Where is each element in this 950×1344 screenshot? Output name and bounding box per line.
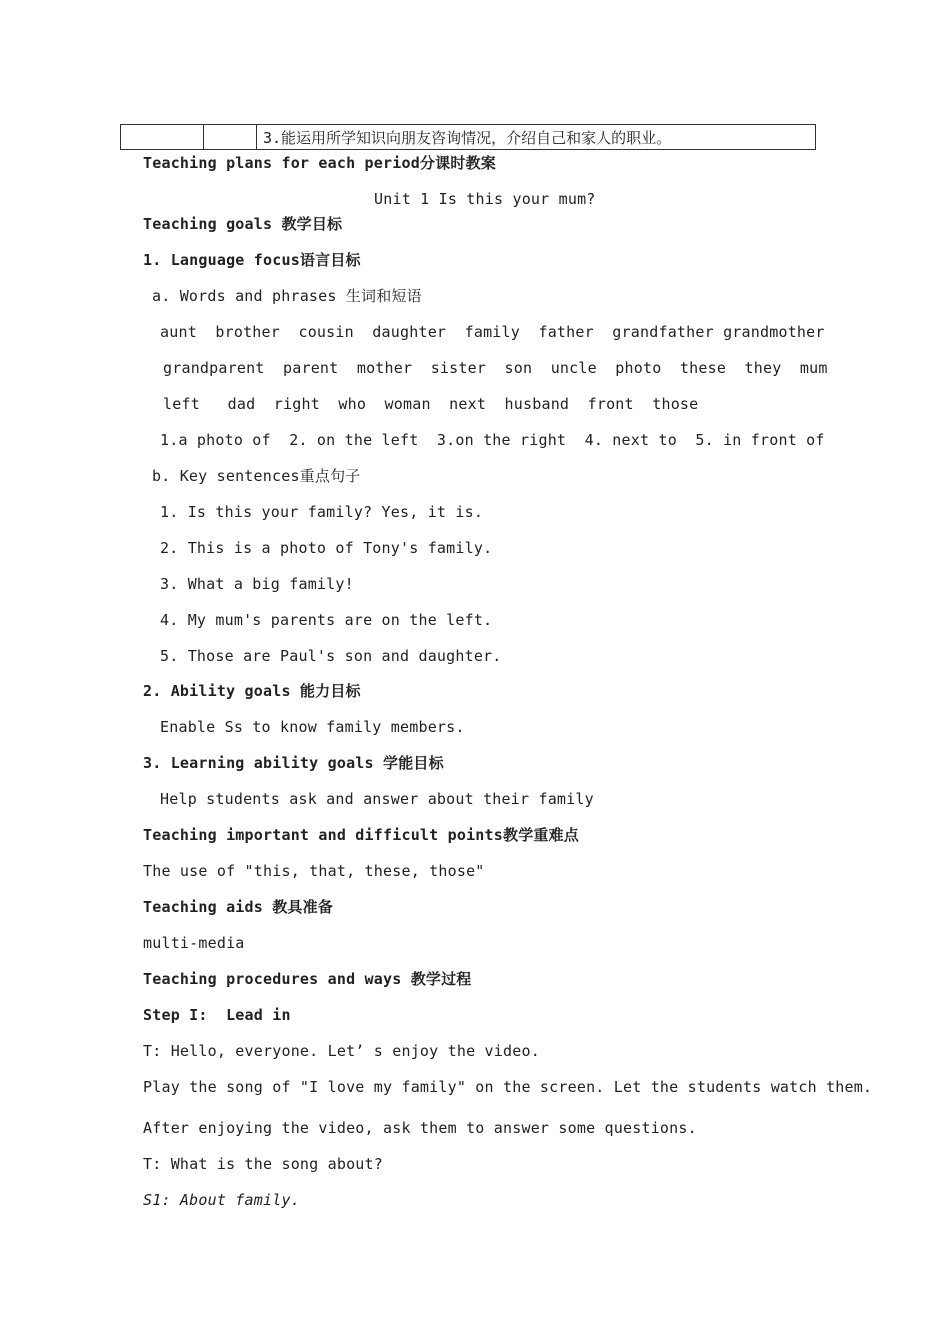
dialogue-line: T: What is the song about? <box>143 1155 383 1173</box>
ability-text: Enable Ss to know family members. <box>160 718 465 736</box>
sentence: 2. This is a photo of Tony's family. <box>160 539 493 557</box>
phrases-line: 1.a photo of 2. on the left 3.on the right 4. next to 5. in front of <box>160 431 825 449</box>
ability-heading: 2. Ability goals 能力目标 <box>143 682 361 700</box>
dialogue-line: T: Hello, everyone. Let’ s enjoy the video. <box>143 1042 540 1060</box>
aids-text: multi-media <box>143 934 245 952</box>
words-line: grandparent parent mother sister son uncle photo these they mum <box>163 359 828 377</box>
table-cell: 3.能运用所学知识向朋友咨询情况，介绍自己和家人的职业。 <box>257 125 816 150</box>
table-cell <box>121 125 204 150</box>
unit-title: Unit 1 Is this your mum? <box>374 190 596 208</box>
table-cell <box>204 125 257 150</box>
words-line: left dad right who woman next husband front those <box>163 395 699 413</box>
learning-heading: 3. Learning ability goals 学能目标 <box>143 754 444 772</box>
goals-heading: Teaching goals 教学目标 <box>143 215 343 233</box>
key-sentences-heading: b. Key sentences重点句子 <box>152 467 361 485</box>
aids-heading: Teaching aids 教具准备 <box>143 898 334 916</box>
instruction-line: Play the song of "I love my family" on the screen. Let the students watch them. <box>143 1078 873 1096</box>
sentence: 5. Those are Paul's son and daughter. <box>160 647 502 665</box>
header-table <box>120 124 816 150</box>
words-heading: a. Words and phrases 生词和短语 <box>152 287 422 305</box>
sentence: 4. My mum's parents are on the left. <box>160 611 493 629</box>
step-heading: Step I: Lead in <box>143 1006 291 1024</box>
points-text: The use of "this, that, these, those" <box>143 862 485 880</box>
dialogue-line: S1: About family. <box>143 1191 300 1209</box>
language-focus-heading: 1. Language focus语言目标 <box>143 251 361 269</box>
sentence: 1. Is this your family? Yes, it is. <box>160 503 484 521</box>
learning-text: Help students ask and answer about their family <box>160 790 594 808</box>
points-heading: Teaching important and difficult points教学重难点 <box>143 826 580 844</box>
table-row <box>121 125 816 150</box>
sentence: 3. What a big family! <box>160 575 354 593</box>
instruction-line: After enjoying the video, ask them to answer some questions. <box>143 1119 697 1137</box>
words-line: aunt brother cousin daughter family father grandfather grandmother <box>160 323 825 341</box>
plans-heading: Teaching plans for each period分课时教案 <box>143 154 496 172</box>
procedures-heading: Teaching procedures and ways 教学过程 <box>143 970 472 988</box>
